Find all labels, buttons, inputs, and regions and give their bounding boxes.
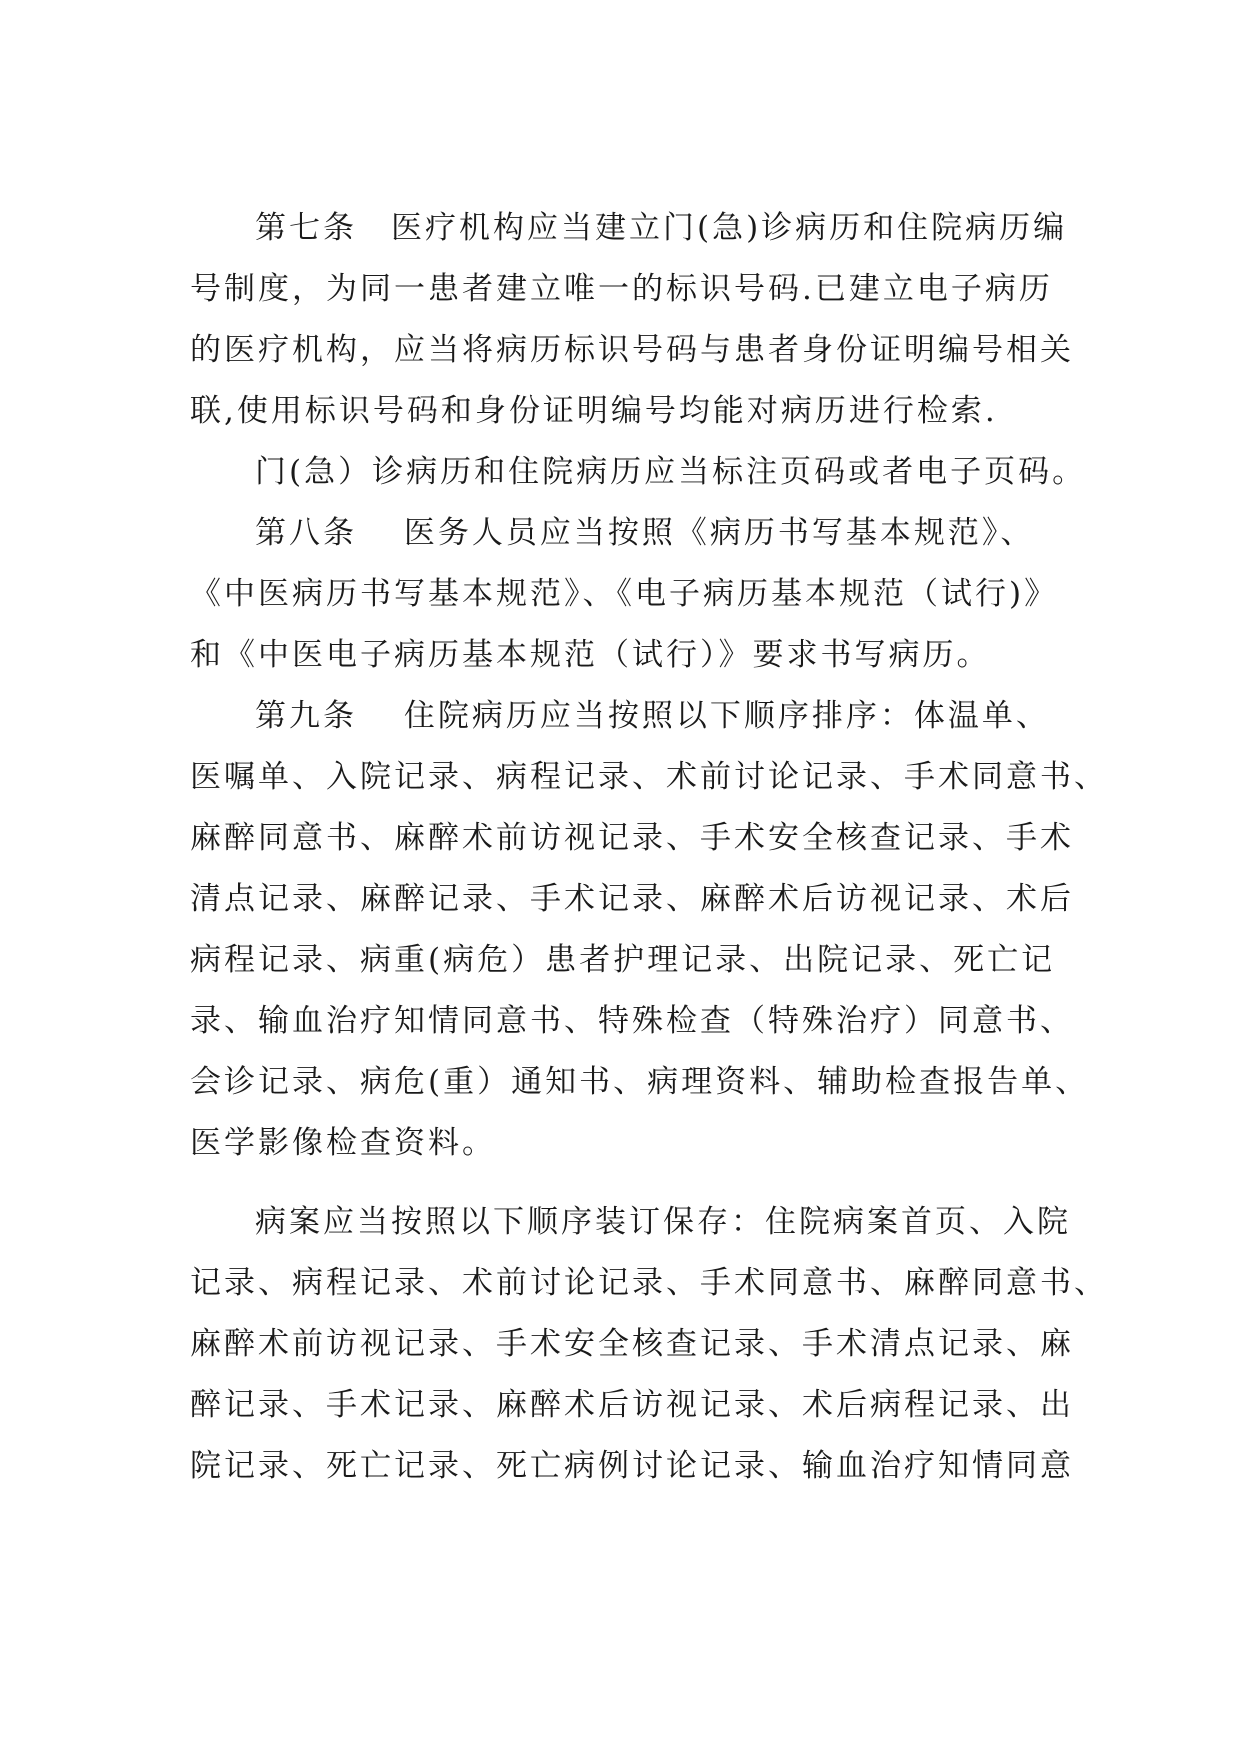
text-line: 会诊记录、病危(重）通知书、病理资料、辅助检查报告单、 [190,1064,1090,1100]
text-line: 麻醉术前访视记录、手术安全核查记录、手术清点记录、麻 [190,1326,1074,1362]
text-line: 联,使用标识号码和身份证明编号均能对病历进行检索. [190,393,998,429]
text-line: 麻醉同意书、麻醉术前访视记录、手术安全核查记录、手术 [190,820,1074,856]
text-line: 《中医病历书写基本规范》、《电子病历基本规范（试行)》 [190,576,1059,612]
text-line: 记录、病程记录、术前讨论记录、手术同意书、麻醉同意书、 [190,1265,1108,1301]
text-line: 病程记录、病重(病危）患者护理记录、出院记录、死亡记 [190,942,1056,978]
text-line: 病案应当按照以下顺序装订保存：住院病案首页、入院 [255,1204,1071,1240]
text-line: 第九条 住院病历应当按照以下顺序排序：体温单、 [255,698,1050,734]
text-line: 号制度，为同一患者建立唯一的标识号码.已建立电子病历 [190,271,1053,307]
text-line: 医学影像检查资料。 [190,1125,496,1161]
text-line: 第八条 医务人员应当按照《病历书写基本规范》、 [255,515,1035,551]
text-line: 和《中医电子病历基本规范（试行）》要求书写病历。 [190,637,991,673]
text-line: 医嘱单、入院记录、病程记录、术前讨论记录、手术同意书、 [190,759,1108,795]
text-line: 门(急）诊病历和住院病历应当标注页码或者电子页码。 [255,454,1087,490]
text-line: 录、输血治疗知情同意书、特殊检查（特殊治疗）同意书、 [190,1003,1074,1039]
text-line: 醉记录、手术记录、麻醉术后访视记录、术后病程记录、出 [190,1387,1074,1423]
text-line: 第七条 医疗机构应当建立门(急)诊病历和住院病历编 [255,210,1068,246]
text-line: 的医疗机构，应当将病历标识号码与患者身份证明编号相关 [190,332,1074,368]
text-line: 清点记录、麻醉记录、手术记录、麻醉术后访视记录、术后 [190,881,1074,917]
text-line: 院记录、死亡记录、死亡病例讨论记录、输血治疗知情同意 [190,1448,1074,1484]
